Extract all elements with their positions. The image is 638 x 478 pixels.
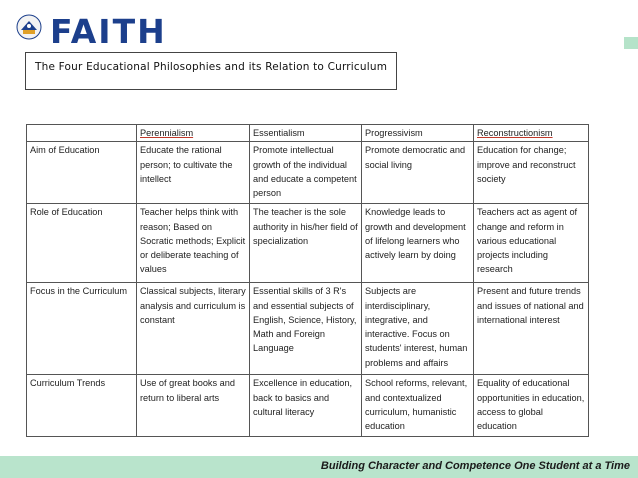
table-cell: Classical subjects, literary analysis and curriculum is constant xyxy=(137,283,250,375)
table-cell: Educate the rational person; to cultivate the intellect xyxy=(137,142,250,204)
table-cell: Education for change; improve and reconstruct society xyxy=(474,142,589,204)
row-label: Role of Education xyxy=(27,204,137,283)
table-row xyxy=(27,142,589,204)
table-row xyxy=(27,283,589,375)
table-row xyxy=(27,204,589,283)
table-cell: School reforms, relevant, and contextualized curriculum, humanistic education xyxy=(362,375,474,437)
footer-tagline: Building Character and Competence One Student at a Time xyxy=(320,460,630,472)
header-cell-essentialism: Essentialism xyxy=(250,125,362,142)
table-cell: Teacher helps think with reason; Based on Socratic methods; Explicit or deliberate teaching of values xyxy=(137,204,250,283)
footer-bar xyxy=(0,456,638,478)
table-header-row xyxy=(27,125,589,142)
row-label: Aim of Education xyxy=(27,142,137,204)
header-cell-perennialism: Perennialism xyxy=(137,125,250,142)
table-cell: The teacher is the sole authority in his/her field of specialization xyxy=(250,204,362,283)
header-cell-reconstructionism: Reconstructionism xyxy=(474,125,589,142)
table-cell: Equality of educational opportunities in education, access to global education xyxy=(474,375,589,437)
table-cell: Essential skills of 3 R's and essential subjects of English, Science, History, Math and Foreign Language xyxy=(250,283,362,375)
table-cell: Promote democratic and social living xyxy=(362,142,474,204)
table-cell: Promote intellectual growth of the individual and educate a competent person xyxy=(250,142,362,204)
faith-logo xyxy=(16,12,167,42)
logo-text: FAITH xyxy=(50,17,167,43)
row-label: Curriculum Trends xyxy=(27,375,137,437)
table-cell: Use of great books and return to liberal arts xyxy=(137,375,250,437)
philosophies-table xyxy=(26,124,589,437)
school-seal-icon xyxy=(16,14,42,40)
corner-accent xyxy=(624,37,638,49)
table-row xyxy=(27,375,589,437)
row-label: Focus in the Curriculum xyxy=(27,283,137,375)
header-cell-empty xyxy=(27,125,137,142)
table-cell: Excellence in education, back to basics and cultural literacy xyxy=(250,375,362,437)
table-cell: Knowledge leads to growth and development of lifelong learners who actively learn by doing xyxy=(362,204,474,283)
table-cell: Teachers act as agent of change and reform in various educational projects including research xyxy=(474,204,589,283)
slide-title: The Four Educational Philosophies and its Relation to Curriculum xyxy=(25,52,397,90)
header-cell-progressivism: Progressivism xyxy=(362,125,474,142)
table-cell: Present and future trends and issues of national and international interest xyxy=(474,283,589,375)
table-cell: Subjects are interdisciplinary, integrative, and interactive. Focus on students' interest, human problems and affairs xyxy=(362,283,474,375)
